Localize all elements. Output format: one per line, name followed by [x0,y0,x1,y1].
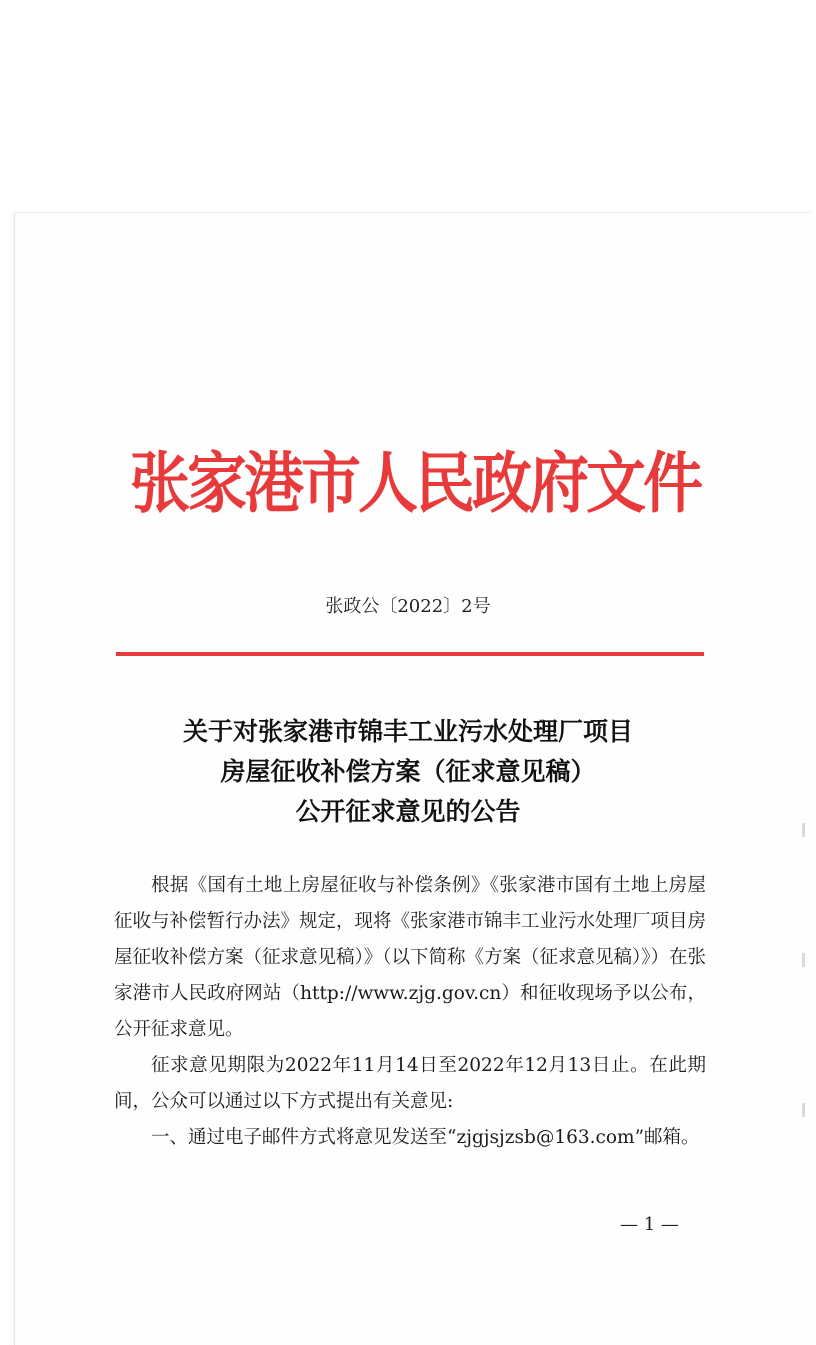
body-paragraph: 根据《国有土地上房屋征收与补偿条例》《张家港市国有土地上房屋征收与补偿暂行办法》规定，现将《张家港市锦丰工业污水处理厂项目房屋征收补偿方案（征求意见稿）》（以下简称《方案（征求意见稿）》）在张家港市人民政府网站（http://www.zjg.gov.cn）和征收现场予以公布，公开征求意见。 [114,875,707,1040]
document-number: 张政公〔2022〕2号 [325,596,491,617]
body-paragraph: 征求意见期限为2022年11月14日至2022年12月13日止。在此期间，公众可以通过以下方式提出有关意见: [114,1055,706,1112]
body-paragraph: 一、通过电子邮件方式将意见发送至“zjgjsjzsb@163.com”邮箱。 [151,1127,700,1148]
masthead-title: 张家港市人民政府文件 [130,445,700,523]
title-line: 关于对张家港市锦丰工业污水处理厂项目 [182,717,633,746]
notice-body [114,868,706,1156]
page-number: — 1 — [620,1214,679,1235]
scan-edge-mark [802,1103,805,1117]
title-line: 房屋征收补偿方案（征求意见稿） [220,757,596,786]
notice-title [100,712,716,832]
scan-edge-mark [802,953,805,967]
title-line: 公开征求意见的公告 [295,797,521,826]
scan-edge-mark [802,823,805,837]
red-divider-rule [116,652,704,656]
